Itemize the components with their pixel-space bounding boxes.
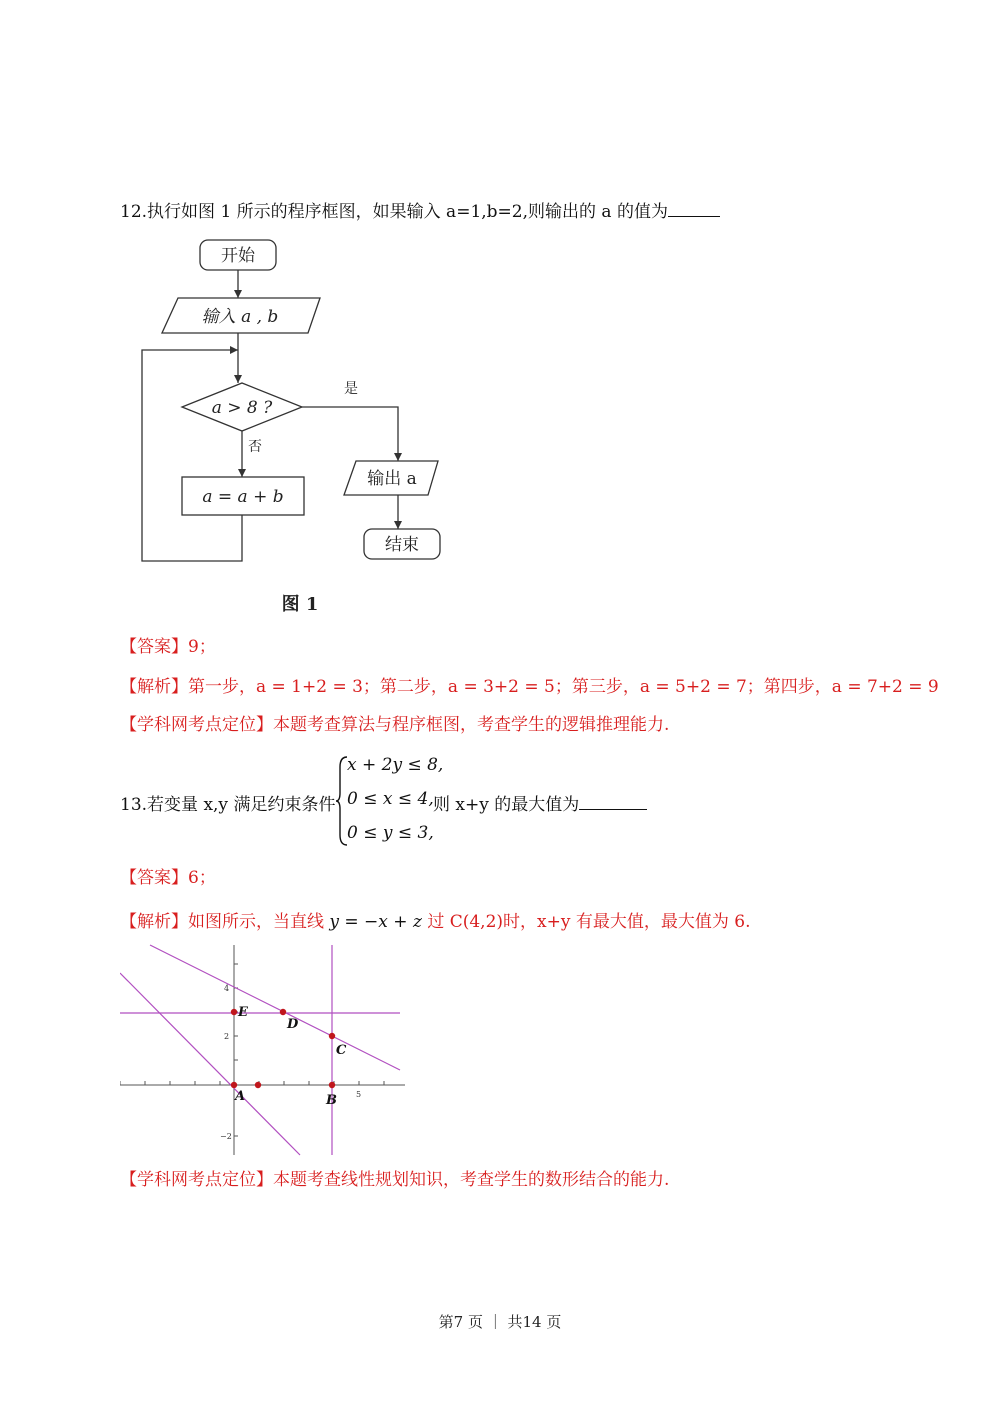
point-a — [231, 1082, 237, 1088]
tick-yneg2: −2 — [220, 1132, 232, 1141]
answer-blank-13 — [579, 793, 647, 810]
constraint-3: 0 ≤ y ≤ 3, — [347, 823, 434, 843]
input-label: 输入 a , b — [201, 307, 279, 327]
point-b — [329, 1082, 335, 1088]
q13-suffix — [433, 790, 647, 815]
q13-suffix-text: 则 x+y 的最大值为 — [433, 795, 580, 815]
page-footer: 第7 页 ｜ 共14 页 — [438, 1313, 562, 1331]
point-c — [329, 1033, 335, 1039]
end-label: 结束 — [385, 535, 419, 555]
point-e — [231, 1009, 237, 1015]
q13-point: 【学科网考点定位】本题考查线性规划知识，考查学生的数形结合的能力. — [120, 1170, 670, 1190]
q13-prefix: 13.若变量 x,y 满足约束条件 — [120, 795, 336, 815]
tick-y4: 4 — [224, 984, 230, 993]
q13-analysis-formula: y = −x + z — [329, 912, 422, 932]
q12-analysis: 【解析】第一步，a = 1+2 = 3；第二步，a = 3+2 = 5；第三步，a = 5+2 = 7；第四步，a = 7+2 = 9 — [120, 677, 939, 697]
line-objective — [120, 973, 300, 1155]
tick-y2: 2 — [224, 1032, 230, 1041]
label-e: E — [238, 1005, 248, 1020]
q13-analysis-pre: 【解析】如图所示，当直线 — [120, 912, 324, 932]
constraint-1: x + 2y ≤ 8, — [347, 755, 444, 775]
tick-x5: 5 — [356, 1090, 362, 1099]
q13-answer: 【答案】6； — [120, 868, 216, 888]
no-label: 否 — [248, 439, 262, 455]
output-label: 输出 a — [367, 469, 417, 489]
question-12-text: 12.执行如图 1 所示的程序框图，如果输入 a=1,b=2,则输出的 a 的值为 — [120, 202, 668, 222]
yes-label: 是 — [344, 381, 358, 397]
constraint-system — [335, 755, 444, 847]
q12-answer: 【答案】9； — [120, 637, 216, 657]
label-b: B — [326, 1093, 337, 1108]
coordinate-graph — [120, 940, 410, 1160]
label-d: D — [287, 1017, 299, 1032]
decision-label: a > 8 ? — [211, 398, 273, 418]
point-d — [280, 1009, 286, 1015]
start-label: 开始 — [221, 246, 255, 266]
process-label: a = a + b — [202, 487, 284, 507]
q12-point: 【学科网考点定位】本题考查算法与程序框图，考查学生的逻辑推理能力. — [120, 715, 670, 735]
point-origin-right — [255, 1082, 261, 1088]
q13-analysis — [120, 907, 751, 932]
line-x-plus-2y-eq-8 — [150, 945, 400, 1070]
answer-blank — [668, 200, 720, 217]
figure-caption: 图 1 — [281, 594, 319, 615]
constraint-2: 0 ≤ x ≤ 4, — [347, 789, 434, 809]
q13-analysis-post: 过 C(4,2)时，x+y 有最大值，最大值为 6. — [427, 912, 751, 932]
label-a: A — [235, 1089, 246, 1104]
label-c: C — [336, 1043, 347, 1058]
question-12 — [120, 197, 720, 222]
flowchart — [120, 225, 500, 620]
